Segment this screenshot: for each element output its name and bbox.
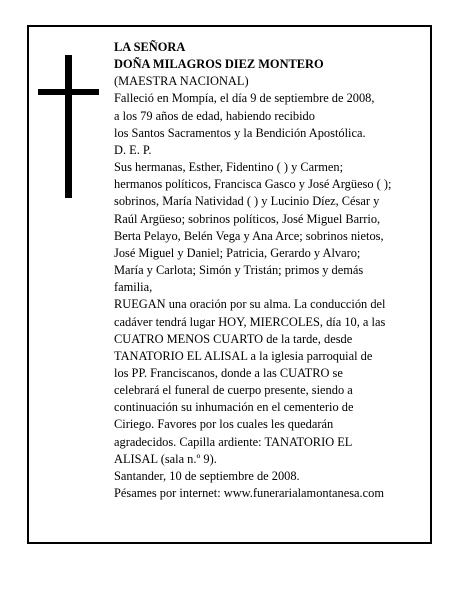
family-line: María y Carlota; Simón y Tristán; primos y demás	[114, 263, 364, 278]
profession: (MAESTRA NACIONAL)	[114, 74, 249, 89]
family-line: Berta Pelayo, Belén Vega y Ana Arce; sobrinos nietos,	[114, 228, 384, 243]
death-line: Falleció en Mompía, el día 9 de septiembre de 2008,	[114, 91, 375, 106]
death-line: los Santos Sacramentos y la Bendición Apostólica.	[114, 125, 366, 140]
funeral-line: celebrará el funeral de cuerpo presente, siendo a	[114, 383, 353, 398]
cross-icon-arm	[38, 89, 99, 95]
death-line: a los 79 años de edad, habiendo recibido	[114, 108, 315, 123]
family-line: José Miguel y Daniel; Patricia, Gerardo y Alvaro;	[114, 245, 361, 260]
funeral-line: RUEGAN una oración por su alma. La conducción del	[114, 297, 386, 312]
funeral-line: agradecidos. Capilla ardiente: TANATORIO EL	[114, 434, 353, 449]
date-place: Santander, 10 de septiembre de 2008.	[114, 468, 300, 483]
family-line: hermanos políticos, Francisca Gasco y José Argüeso ( );	[114, 177, 392, 192]
funeral-line: cadáver tendrá lugar HOY, MIERCOLES, día 10, a las	[114, 314, 386, 329]
obituary-text	[114, 39, 428, 502]
condolences-line: Pésames por internet: www.funerarialamontanesa.com	[114, 486, 384, 501]
heading-title: LA SEÑORA	[114, 40, 186, 54]
funeral-line: ALISAL (sala n.º 9).	[114, 451, 217, 466]
funeral-line: CUATRO MENOS CUARTO de la tarde, desde	[114, 331, 353, 346]
family-line: Sus hermanas, Esther, Fidentino ( ) y Carmen;	[114, 160, 344, 175]
family-line: Raúl Argüeso; sobrinos políticos, José Miguel Barrio,	[114, 211, 381, 226]
cross-icon	[65, 55, 72, 198]
funeral-line: continuación su inhumación en el cementerio de	[114, 400, 354, 415]
funeral-line: TANATORIO EL ALISAL a la iglesia parroquial de	[114, 348, 373, 363]
family-line: sobrinos, María Natividad ( ) y Lucinio Díez, César y	[114, 194, 380, 209]
funeral-line: los PP. Franciscanos, donde a las CUATRO se	[114, 365, 343, 380]
rip-line: D. E. P.	[114, 142, 152, 157]
funeral-line: Ciriego. Favores por los cuales les quedarán	[114, 417, 334, 432]
family-line: familia,	[114, 280, 153, 295]
deceased-name: DOÑA MILAGROS DIEZ MONTERO	[114, 57, 324, 72]
